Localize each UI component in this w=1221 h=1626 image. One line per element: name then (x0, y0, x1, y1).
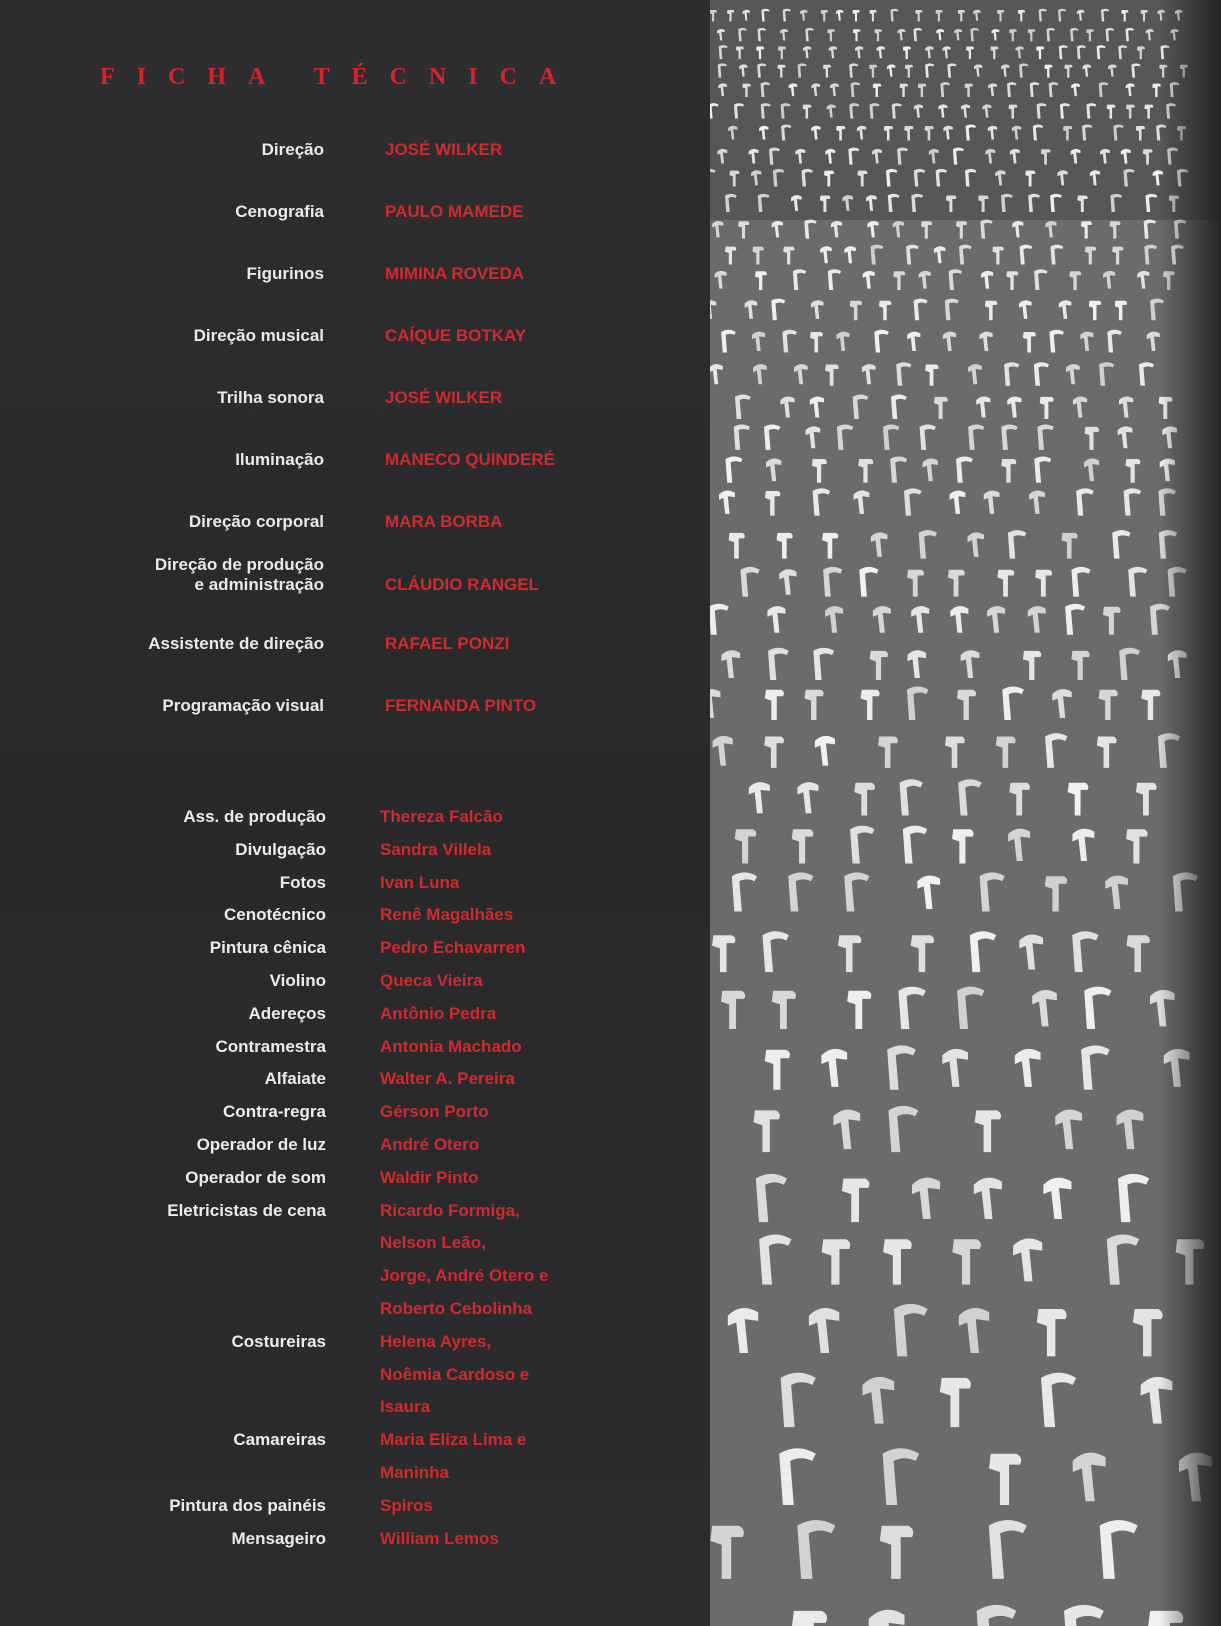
secondary-credit-role: Costureiras (231, 1331, 326, 1351)
secondary-credit-role: Mensageiro (231, 1528, 326, 1548)
credit-row (0, 696, 700, 736)
credit-row (0, 264, 700, 304)
credit-name: MIMINA ROVEDA (385, 264, 525, 283)
credit-row (0, 140, 700, 180)
secondary-credit-name: Nelson Leão, (380, 1233, 486, 1253)
secondary-credit-names (380, 806, 503, 839)
credit-role-line: Trilha sonora (217, 388, 324, 407)
secondary-credit-name: Spiros (380, 1495, 433, 1515)
credit-name: MARA BORBA (385, 512, 503, 531)
credit-name: MANECO QUINDERÉ (385, 450, 556, 469)
secondary-credit-role: Operador de som (185, 1167, 326, 1187)
secondary-credit-role: Cenotécnico (223, 905, 326, 925)
secondary-credit-role: Divulgação (235, 839, 326, 859)
secondary-credit-role: Pintura dos painéis (169, 1495, 326, 1515)
credit-role-line: Direção musical (193, 326, 324, 345)
secondary-credit-name: William Lemos (380, 1528, 499, 1548)
crowd-photo-image (710, 0, 1221, 1626)
secondary-credit-name: Waldir Pinto (380, 1167, 479, 1187)
secondary-credit-role: Camareiras (233, 1430, 326, 1450)
credit-role (155, 555, 324, 595)
secondary-credit-role: Operador de luz (196, 1135, 326, 1154)
credit-role-line: e administração (194, 575, 324, 594)
secondary-credit-name: Antonia Machado (380, 1036, 522, 1056)
secondary-credit-name: Helena Ayres, (380, 1331, 492, 1351)
secondary-credit-names (380, 1495, 433, 1528)
crowd-photo (710, 0, 1221, 1626)
secondary-credit-name: Maria Eliza Lima e (380, 1430, 527, 1450)
secondary-credit-names (380, 1036, 522, 1069)
secondary-credit-name: Pedro Echavarren (380, 938, 526, 958)
secondary-credit-names (380, 1528, 499, 1561)
secondary-credit-name: Ricardo Formiga, (380, 1200, 520, 1220)
secondary-credit-role: Contra-regra (223, 1102, 326, 1122)
secondary-credit-name: Sandra Villela (380, 839, 492, 859)
page-title: FICHA TÉCNICA (100, 64, 579, 90)
credit-role (235, 202, 324, 222)
credit-name: CLÁUDIO RANGEL (385, 575, 539, 594)
credit-role-line: Cenografia (235, 202, 324, 221)
secondary-credit-role: Ass. de produção (183, 807, 326, 826)
secondary-credit-names (380, 970, 483, 1003)
secondary-credit-names (380, 904, 513, 937)
credit-role (189, 512, 324, 532)
secondary-credit-names (380, 1200, 548, 1331)
credit-name: JOSÉ WILKER (385, 388, 503, 407)
credit-row (0, 450, 700, 490)
credit-role-line: Direção (261, 140, 324, 159)
credit-role-line: Direção de produção (154, 555, 324, 574)
credit-name: RAFAEL PONZI (385, 634, 510, 653)
secondary-credit-role: Contramestra (215, 1036, 326, 1056)
secondary-credit-name: Antônio Pedra (380, 1003, 497, 1023)
credit-row (0, 555, 700, 595)
secondary-credit-role: Pintura cênica (209, 938, 326, 958)
secondary-credit-name: Ivan Luna (380, 872, 460, 892)
credit-role (262, 140, 324, 160)
secondary-credit-name: Walter A. Pereira (380, 1069, 515, 1089)
secondary-credit-name: Thereza Falcão (380, 807, 503, 826)
secondary-credit-names (380, 937, 526, 970)
credit-row (0, 634, 700, 674)
secondary-credit-names (380, 1331, 529, 1429)
credit-role-line: Iluminação (235, 450, 324, 469)
secondary-credit-name: Noêmia Cardoso e (380, 1364, 530, 1384)
secondary-credit-name: Renê Magalhães (380, 905, 514, 925)
credit-role (162, 696, 324, 716)
credit-name: CAÍQUE BOTKAY (385, 326, 527, 345)
credit-row (0, 512, 700, 552)
photo-edge-shadow (1160, 0, 1221, 1626)
secondary-credit-role: Adereços (248, 1003, 326, 1023)
secondary-credit-name: Queca Vieira (380, 971, 483, 990)
credit-role-line: Direção corporal (188, 512, 324, 531)
credit-name: JOSÉ WILKER (385, 140, 503, 159)
credit-role-line: Figurinos (246, 264, 324, 283)
credit-row (0, 202, 700, 242)
credit-role (217, 388, 324, 408)
credit-row (0, 326, 700, 366)
credit-role (235, 450, 324, 470)
credit-role-line: Programação visual (162, 696, 324, 715)
credit-row (0, 388, 700, 428)
credit-name: PAULO MAMEDE (385, 202, 524, 221)
secondary-credit-names (380, 1003, 496, 1036)
secondary-credit-name: Jorge, André Otero e (380, 1266, 549, 1286)
secondary-credit-names (380, 1101, 489, 1134)
secondary-credit-names (380, 872, 459, 905)
secondary-credit-role: Fotos (279, 872, 326, 892)
secondary-credit-names (380, 1167, 479, 1200)
secondary-credit-names (380, 1134, 479, 1167)
secondary-credit-name: Isaura (380, 1397, 431, 1417)
credit-name: FERNANDA PINTO (385, 696, 537, 715)
secondary-credit-role: Violino (269, 971, 326, 990)
secondary-credit-name: Maninha (380, 1462, 449, 1482)
credit-role (247, 264, 324, 284)
credit-role (148, 634, 324, 654)
secondary-credit-role: Alfaiate (264, 1069, 326, 1089)
secondary-credit-name: Gérson Porto (380, 1102, 489, 1122)
secondary-credit-name: André Otero (380, 1135, 480, 1154)
credit-role-line: Assistente de direção (148, 634, 324, 653)
secondary-credit-names (380, 1429, 526, 1495)
secondary-credit-role: Eletricistas de cena (167, 1200, 326, 1220)
secondary-credit-names (380, 1068, 515, 1101)
credit-role (194, 326, 324, 346)
secondary-credit-name: Roberto Cebolinha (380, 1298, 533, 1318)
secondary-credit-names (380, 839, 491, 872)
